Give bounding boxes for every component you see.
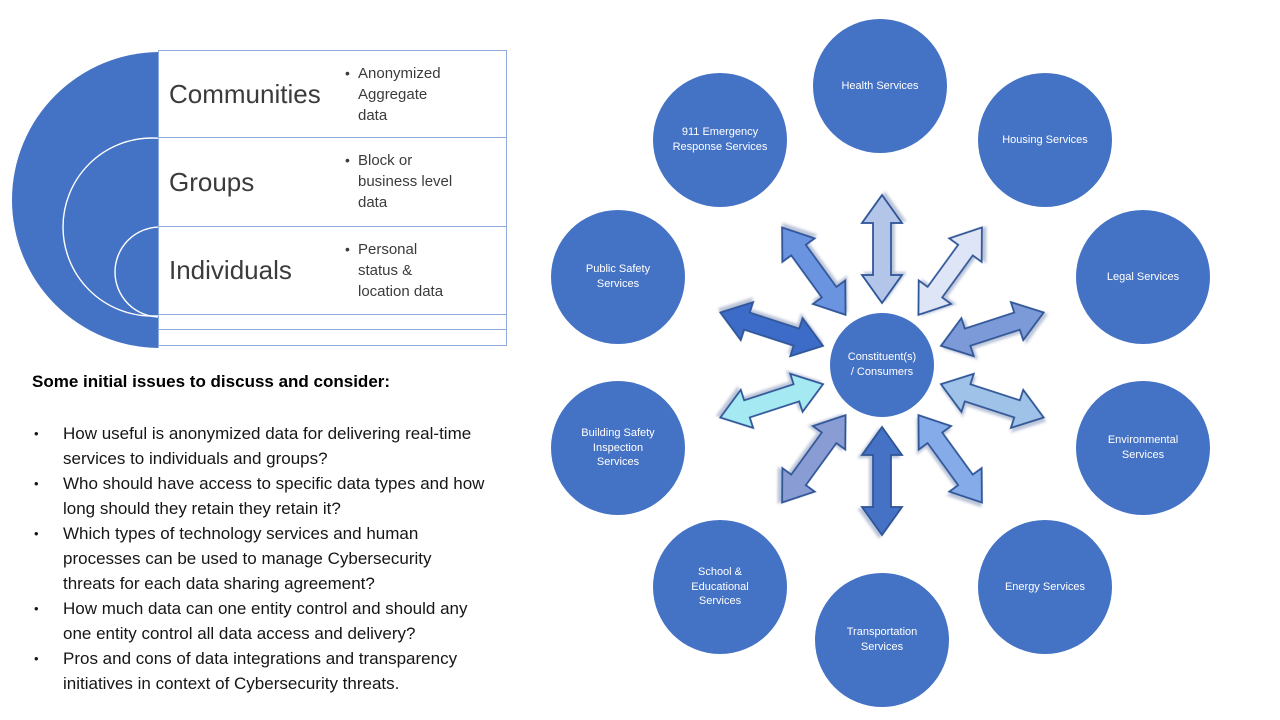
arrow-energy-services (902, 403, 998, 514)
arrow-transportation-services (862, 427, 902, 535)
bullet-marker: • (34, 476, 39, 491)
list-item (30, 421, 488, 471)
data-levels-table (158, 50, 507, 346)
bullet-marker: • (345, 65, 350, 81)
list-item-text: Which types of technology services and human processes can be used to manage Cybersecurity threats for each data sharing agreement? (63, 524, 432, 593)
list-item-text: Pros and cons of data integrations and transparency initiatives in context of Cybersecurity threats. (63, 649, 458, 693)
bullet-text: Anonymized Aggregate data (358, 65, 441, 124)
row-label-groups: Groups (169, 166, 255, 197)
circle-constituents-consumers (830, 313, 934, 417)
bullet-text: Block or business level data (358, 152, 453, 211)
circle-label: Housing Services (1002, 133, 1088, 146)
list-item-text: Who should have access to specific data types and how long should they retain they retain it? (63, 474, 485, 518)
row-label-communities: Communities (169, 78, 321, 109)
list-item (30, 521, 488, 596)
circle-label: School & Educational Services (691, 565, 749, 608)
circle-environmental-services (1076, 381, 1210, 515)
circle-public-safety-services (551, 210, 685, 344)
circle-housing-services (978, 73, 1112, 207)
circle-transportation-services (815, 573, 949, 707)
discussion-heading: Some initial issues to discuss and consider: (32, 372, 391, 391)
bullet-marker: • (345, 152, 350, 168)
list-item-text: How much data can one entity control and should any one entity control all data access and delivery? (63, 599, 468, 643)
circle-legal-services (1076, 210, 1210, 344)
table-row-empty-2 (159, 330, 506, 345)
circle-label: Transportation Services (846, 626, 918, 653)
bullet-marker: • (34, 526, 39, 541)
list-item (30, 646, 488, 696)
arrow-school-services (766, 403, 862, 514)
circle-school-educational-services (653, 520, 787, 654)
circle-label: Environmental Services (1107, 434, 1179, 461)
circle-label: Energy Services (1004, 580, 1086, 593)
bullet-marker: • (34, 601, 39, 616)
circle-label: Health Services (841, 79, 919, 92)
arrow-housing-services (902, 216, 998, 327)
table-row-communities (159, 51, 506, 138)
center-circle-label: Constituent(s) / Consumers (847, 351, 917, 378)
row-bullet-communities (345, 51, 506, 137)
arrow-building-safety-services (714, 365, 829, 436)
arrow-environmental-services (935, 365, 1050, 436)
table-row-empty-1 (159, 315, 506, 330)
discussion-list (30, 421, 488, 696)
circle-building-safety-services (551, 381, 685, 515)
circle-label: Public Safety Services (585, 263, 651, 290)
arrow-911-emergency-services (766, 216, 862, 327)
bullet-marker: • (34, 651, 39, 666)
row-bullet-individuals (345, 227, 506, 314)
circle-label: Building Safety Inspection Services (581, 426, 655, 469)
table-row-individuals (159, 227, 506, 315)
list-item-text: How useful is anonymized data for delivering real-time services to individuals and groups? (63, 424, 472, 468)
bullet-marker: • (34, 426, 39, 441)
circle-energy-services (978, 520, 1112, 654)
arrow-health-services (862, 195, 902, 303)
arrow-public-safety-services (714, 293, 829, 364)
circle-label: 911 Emergency Response Services (672, 126, 768, 153)
list-item (30, 596, 488, 646)
list-item (30, 471, 488, 521)
circle-911-emergency-services (653, 73, 787, 207)
table-row-groups (159, 138, 506, 227)
circle-label: Legal Services (1106, 270, 1180, 283)
row-bullet-groups (345, 138, 506, 226)
bullet-marker: • (345, 241, 350, 257)
row-label-individuals: Individuals (169, 255, 292, 285)
bullet-text: Personal status & location data (358, 241, 444, 300)
circle-health-services (813, 19, 947, 153)
arrow-legal-services (935, 293, 1050, 364)
